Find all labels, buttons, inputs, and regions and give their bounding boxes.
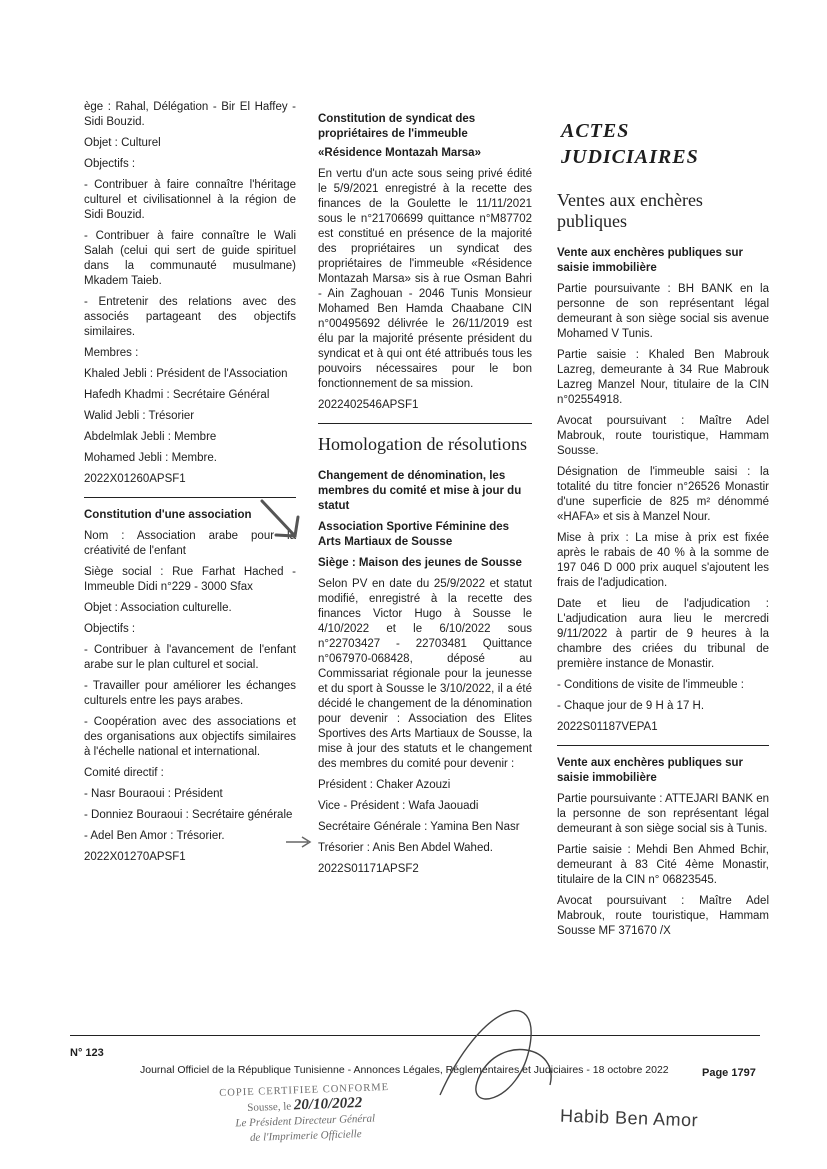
siege-social-text: Siège social : Rue Farhat Hached - Immeuble Didi n°229 - 3000 Sfax — [84, 566, 296, 593]
signature-scribble-icon — [420, 985, 570, 1125]
column-middle — [318, 112, 532, 885]
sale-item: Désignation de l'immeuble saisi : la totalité du titre foncier n°26526 Monastir d'une superficie de 825 m² dénommé «HAFA» et sis à Manzel Nour. — [557, 466, 769, 523]
member-item: Vice - Président : Wafa Jaouadi — [318, 800, 479, 812]
column-left — [84, 100, 296, 873]
signature-name: Habib Ben Amor — [559, 1105, 699, 1131]
member-item: Trésorier : Anis Ben Abdel Wahed. — [318, 842, 493, 854]
body-text: Selon PV en date du 25/9/2022 et statut modifié, enregistré à la recette des finances Victor Hugo à Sousse le 4/10/2022 et le 6/10/2022 sous n°22703427 - 22703481 Quittance n°067970-068428, déposé au Commissariat régionale pour la jeunesse et du sport à Sousse le 3/10/2022, il a été décidé le changement de la dénomination pour devenir : Association des Elites Sportives des Arts Martiaux de Sousse, la mise à jour des statuts et le changement des membres du comité pour devenir : — [318, 578, 532, 770]
section-subtitle: «Résidence Montazah Marsa» — [318, 147, 481, 159]
sale-item: Partie poursuivante : BH BANK en la personne de son représentant légal demeurant à son siège social sis avenue Mohamed V Tunis. — [557, 283, 769, 340]
sale-item: Avocat poursuivant : Maître Adel Mabrouk, route touristique, Hammam Sousse MF 371670 /X — [557, 895, 769, 937]
objectif-item: - Contribuer à faire connaître le Wali Salah (celui qui sert de guide spirituel dans la communauté musulmane) Mkadem Taieb. — [84, 230, 296, 287]
sale-item: - Chaque jour de 9 H à 17 H. — [557, 700, 705, 712]
sale-item: Avocat poursuivant : Maître Adel Mabrouk, route touristique, Hammam Sousse. — [557, 415, 769, 457]
handwritten-arrow-icon — [258, 495, 304, 543]
footer-divider — [70, 1035, 760, 1036]
sale-item: Mise à prix : La mise à prix est fixée après le rabais de 40 % à la somme de 197 046 D 000 prix auquel s'ajoutent les frais de l'adjudication. — [557, 532, 769, 589]
membres-label: Membres : — [84, 347, 139, 359]
section-title: Constitution de syndicat des propriétaires de l'immeuble — [318, 113, 476, 140]
sale-item: - Conditions de visite de l'immeuble : — [557, 679, 744, 691]
sale-item: Partie poursuivante : ATTEJARI BANK en la personne de son représentant légal demeurant à son siège social sis à Tunis. — [557, 793, 769, 835]
reference-code: 2022X01260APSF1 — [84, 473, 186, 485]
certification-stamp — [204, 1080, 406, 1148]
member-item: Secrétaire Générale : Yamina Ben Nasr — [318, 821, 520, 833]
nom-text: Nom : Association arabe pour la créativité de l'enfant — [84, 530, 296, 557]
reference-code: 2022S01171APSF2 — [318, 863, 419, 875]
comite-item: - Adel Ben Amor : Trésorier. — [84, 830, 225, 842]
membre-item: Mohamed Jebli : Membre. — [84, 452, 217, 464]
comite-item: - Donniez Bouraoui : Secrétaire générale — [84, 809, 293, 821]
footer-journal: Journal Officiel de la République Tunisienne - Annonces Légales, Réglementaires et Judiciaires - 18 octobre 2022 — [140, 1064, 669, 1076]
objectif-item: - Entretenir des relations avec des associés partageant des objectifs similaires. — [84, 296, 296, 338]
objet-text: Objet : Culturel — [84, 137, 161, 149]
stamp-line: Sousse, le — [247, 1100, 292, 1115]
association-name: Association Sportive Féminine des Arts Martiaux de Sousse — [318, 521, 510, 548]
sale-item: Date et lieu de l'adjudication : L'adjudication aura lieu le mercredi 9/11/2022 à partir de 9 heures à la chambre des criées du tribunal de première instance de Monastir. — [557, 598, 769, 670]
comite-item: - Nasr Bouraoui : Président — [84, 788, 223, 800]
reference-code: 2022402546APSF1 — [318, 399, 419, 411]
divider — [318, 423, 532, 424]
stamp-line: Le Président Directeur Général — [235, 1112, 376, 1130]
objet-text: Objet : Association culturelle. — [84, 602, 232, 614]
objectif-item: - Travailler pour améliorer les échanges culturels entre les pays arabes. — [84, 680, 296, 707]
sale-title: Vente aux enchères publiques sur saisie immobilière — [557, 247, 743, 274]
sale-title: Vente aux enchères publiques sur saisie immobilière — [557, 757, 743, 784]
issue-number: N° 123 — [70, 1047, 104, 1059]
stamp-date: 20/10/2022 — [293, 1095, 363, 1114]
page-number: Page 1797 — [702, 1067, 756, 1079]
column-right — [557, 108, 769, 945]
divider — [557, 745, 769, 746]
membre-item: Hafedh Khadmi : Secrétaire Général — [84, 389, 270, 401]
comite-label: Comité directif : — [84, 767, 164, 779]
sub-title: Changement de dénomination, les membres du comité et mise à jour du statut — [318, 470, 522, 512]
siege-text: ège : Rahal, Délégation - Bir El Haffey - Sidi Bouzid. — [84, 101, 296, 128]
objectif-item: - Contribuer à faire connaître l'héritage culturel et civilisationnel à la région de Sidi Bouzid. — [84, 179, 296, 221]
stamp-line: de l'Imprimerie Officielle — [249, 1128, 362, 1144]
handwritten-arrow-icon — [284, 834, 314, 850]
sale-item: Partie saisie : Mehdi Ben Ahmed Bchir, demeurant à 83 Cité 4ème Monastir, titulaire de la CIN n° 06823545. — [557, 844, 769, 886]
reference-code: 2022X01270APSF1 — [84, 851, 186, 863]
section-heading: Homologation de résolutions — [318, 434, 527, 454]
stamp-line: COPIE CERTIFIEE CONFORME — [219, 1082, 390, 1099]
membre-item: Abdelmlak Jebli : Membre — [84, 431, 217, 443]
objectifs-label: Objectifs : — [84, 623, 136, 635]
membre-item: Khaled Jebli : Président de l'Association — [84, 368, 288, 380]
objectif-item: - Coopération avec des associations et des organisations aux objectifs similaires à l'échelle national et international. — [84, 716, 296, 758]
objectif-item: - Contribuer à l'avancement de l'enfant arabe sur le plan culturel et social. — [84, 644, 296, 671]
membre-item: Walid Jebli : Trésorier — [84, 410, 195, 422]
section-title: Constitution d'une association — [84, 509, 252, 521]
section-heading: Ventes aux enchères publiques — [557, 190, 703, 231]
reference-code: 2022S01187VEPA1 — [557, 721, 658, 733]
actes-judiciaires-heading: ACTES JUDICIAIRES — [561, 120, 699, 168]
member-item: Président : Chaker Azouzi — [318, 779, 451, 791]
sale-item: Partie saisie : Khaled Ben Mabrouk Lazreg, demeurante à 34 Rue Mabrouk Lazreg Manzel Nour, titulaire de la CIN n°02554918. — [557, 349, 769, 406]
siege-text: Siège : Maison des jeunes de Sousse — [318, 557, 522, 569]
body-text: En vertu d'un acte sous seing privé édité le 5/9/2021 enregistré à la recette des finances de la Goulette le 11/11/2021 sous le n°21706699 quittance n°M87702 est constitué en présence de la majorité des propriétaires un syndicat des propriétaires de l'immeuble «Résidence Montazah Marsa» sis à rue Osman Bahri - Ain Zaghouan - 2046 Tunis Monsieur Mohamed Ben Hamda Chaabane CIN n°00495692 délivrée le 26/11/2019 est élu par la majorité présente président du syndicat et à qui ont été attribués tous les pouvoirs nécessaires pour le bon fonctionnement de sa mission. — [318, 168, 532, 390]
objectifs-label: Objectifs : — [84, 158, 136, 170]
